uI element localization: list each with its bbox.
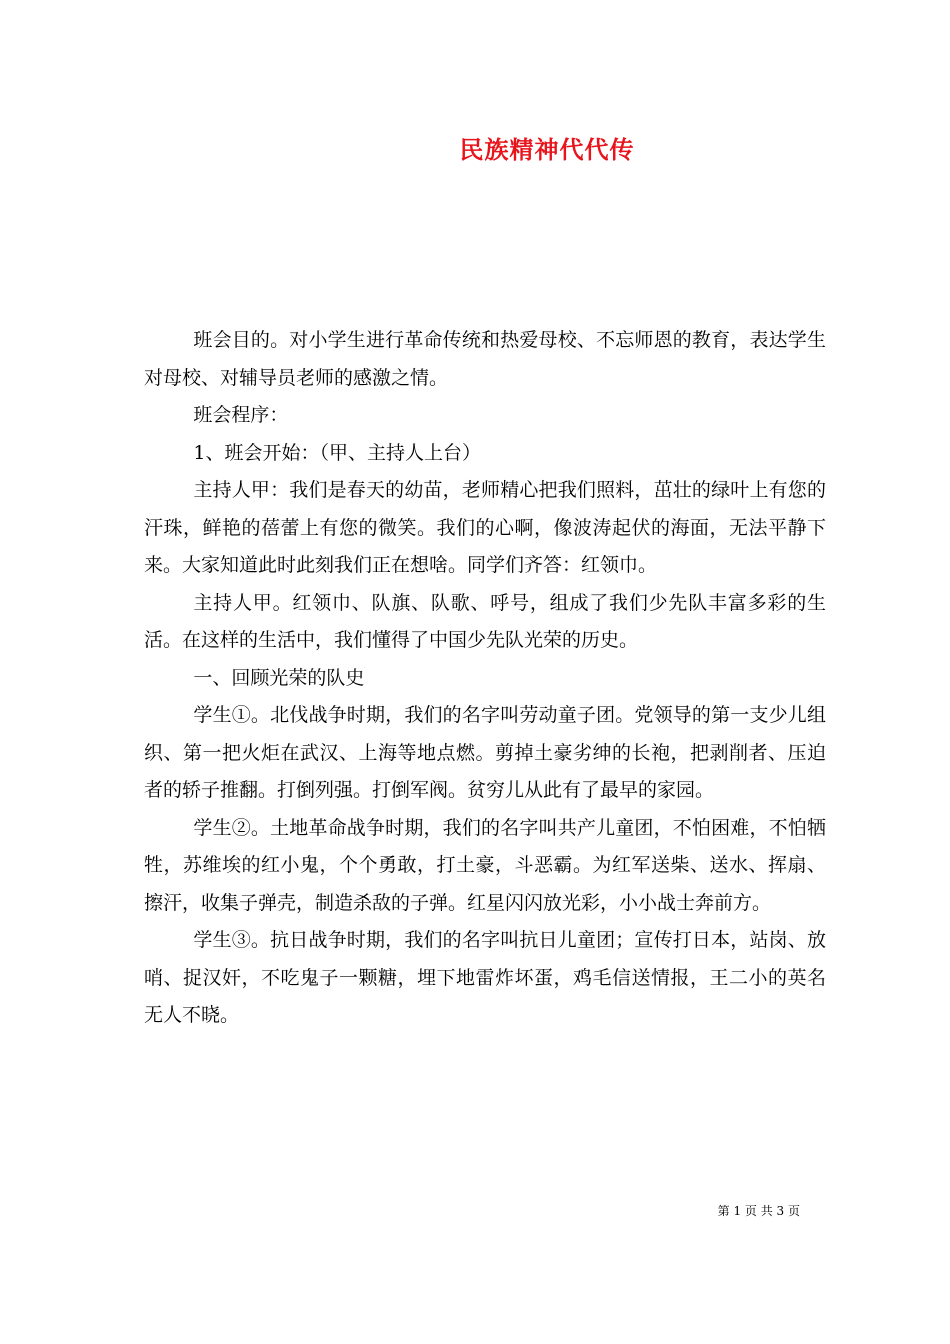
paragraph-student-1: 学生①。北伐战争时期，我们的名字叫劳动童子团。党领导的第一支少儿组织、第一把火炬在武汉、上海等地点燃。剪掉土豪劣绅的长袍，把剥削者、压迫者的轿子推翻。打倒列强。打倒军阀。贫穷儿从此有了最早的家园。: [144, 704, 826, 801]
paragraph-step-1: 1、班会开始：（甲、主持人上台）: [193, 441, 481, 464]
paragraph-host-a-1: 主持人甲：我们是春天的幼苗，老师精心把我们照料，茁壮的绿叶上有您的汗珠，鲜艳的蓓蕾上有您的微笑。我们的心啊，像波涛起伏的海面，无法平静下来。大家知道此时此刻我们正在想啥。同学们齐答：红领巾。: [144, 479, 826, 576]
page-number: 第 1 页 共 3 页: [717, 1204, 800, 1218]
paragraph-procedure-heading: 班会程序：: [193, 404, 289, 426]
paragraph-purpose: 班会目的。对小学生进行革命传统和热爱母校、不忘师恩的教育，表达学生对母校、对辅导员老师的感激之情。: [144, 329, 826, 389]
paragraph-section-heading: 一、回顾光荣的队史: [193, 666, 365, 689]
document-title: 民族精神代代传: [459, 135, 635, 164]
document-body: [144, 322, 826, 1035]
paragraph-student-3: 学生③。抗日战争时期，我们的名字叫抗日儿童团；宣传打日本，站岗、放哨、捉汉奸，不吃鬼子一颗糖，埋下地雷炸坏蛋，鸡毛信送情报，王二小的英名无人不晓。: [144, 929, 826, 1026]
paragraph-student-2: 学生②。土地革命战争时期，我们的名字叫共产儿童团，不怕困难，不怕牺牲，苏维埃的红小鬼，个个勇敢，打土豪，斗恶霸。为红军送柴、送水、挥扇、擦汗，收集子弹壳，制造杀敌的子弹。红星闪闪放光彩，小小战士奔前方。: [144, 816, 826, 914]
paragraph-host-a-2: 主持人甲。红领巾、队旗、队歌、呼号，组成了我们少先队丰富多彩的生活。在这样的生活中，我们懂得了中国少先队光荣的历史。: [144, 591, 826, 651]
